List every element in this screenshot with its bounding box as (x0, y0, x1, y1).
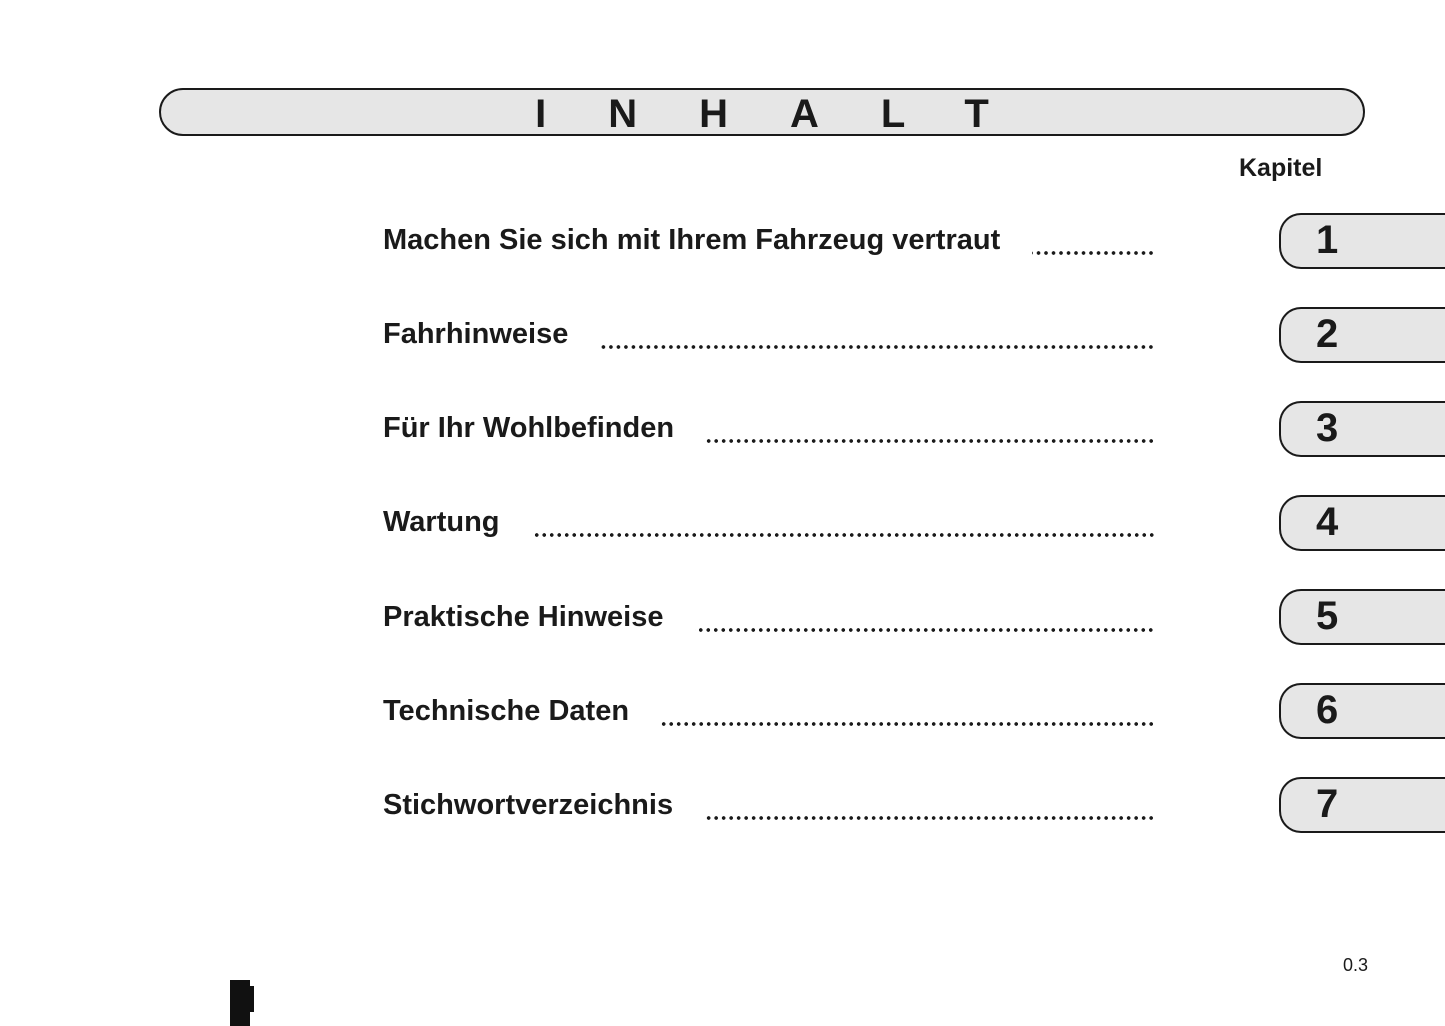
toc-entry[interactable] (383, 695, 1155, 735)
chapter-number: 4 (1316, 500, 1339, 544)
toc-entry[interactable] (383, 506, 1155, 546)
toc-entry[interactable] (383, 412, 1155, 452)
title-bar (159, 88, 1365, 136)
dot-leader (600, 330, 1155, 350)
toc-entry[interactable] (383, 601, 1155, 641)
chapter-number: 7 (1316, 782, 1339, 826)
toc-entry-label: Fahrhinweise (383, 318, 569, 350)
toc-entry-label: Für Ihr Wohlbefinden (383, 412, 675, 444)
chapter-number: 1 (1316, 218, 1339, 262)
chapter-tab[interactable] (1279, 495, 1445, 551)
chapter-tab[interactable] (1279, 589, 1445, 645)
chapter-tab[interactable] (1279, 683, 1445, 739)
chapter-tab[interactable] (1279, 777, 1445, 833)
chapter-tab[interactable] (1279, 213, 1445, 269)
toc-entry-label: Wartung (383, 506, 500, 538)
dot-leader (532, 518, 1155, 538)
toc-entry-label: Praktische Hinweise (383, 601, 664, 633)
dot-leader (705, 801, 1155, 821)
chapter-tab[interactable] (1279, 401, 1445, 457)
toc-entry-label: Stichwortverzeichnis (383, 789, 674, 821)
dot-leader (1032, 236, 1155, 256)
chapter-number: 3 (1316, 406, 1339, 450)
dot-leader (661, 707, 1155, 727)
dot-leader (695, 613, 1155, 633)
toc-entry[interactable] (383, 224, 1155, 264)
chapter-tab[interactable] (1279, 307, 1445, 363)
toc-entry-label: Machen Sie sich mit Ihrem Fahrzeug vertraut (383, 224, 1001, 256)
chapter-number: 2 (1316, 312, 1339, 356)
dot-leader (706, 424, 1155, 444)
page-number: 0.3 (1343, 955, 1369, 975)
chapter-number: 5 (1316, 594, 1339, 638)
toc-entry[interactable] (383, 789, 1155, 829)
page-title: INHALT (535, 92, 1051, 136)
print-registration-mark (230, 980, 250, 1026)
toc-entry-label: Technische Daten (383, 695, 630, 727)
kapitel-column-label: Kapitel (1239, 154, 1323, 182)
toc-entry[interactable] (383, 318, 1155, 358)
chapter-number: 6 (1316, 688, 1339, 732)
